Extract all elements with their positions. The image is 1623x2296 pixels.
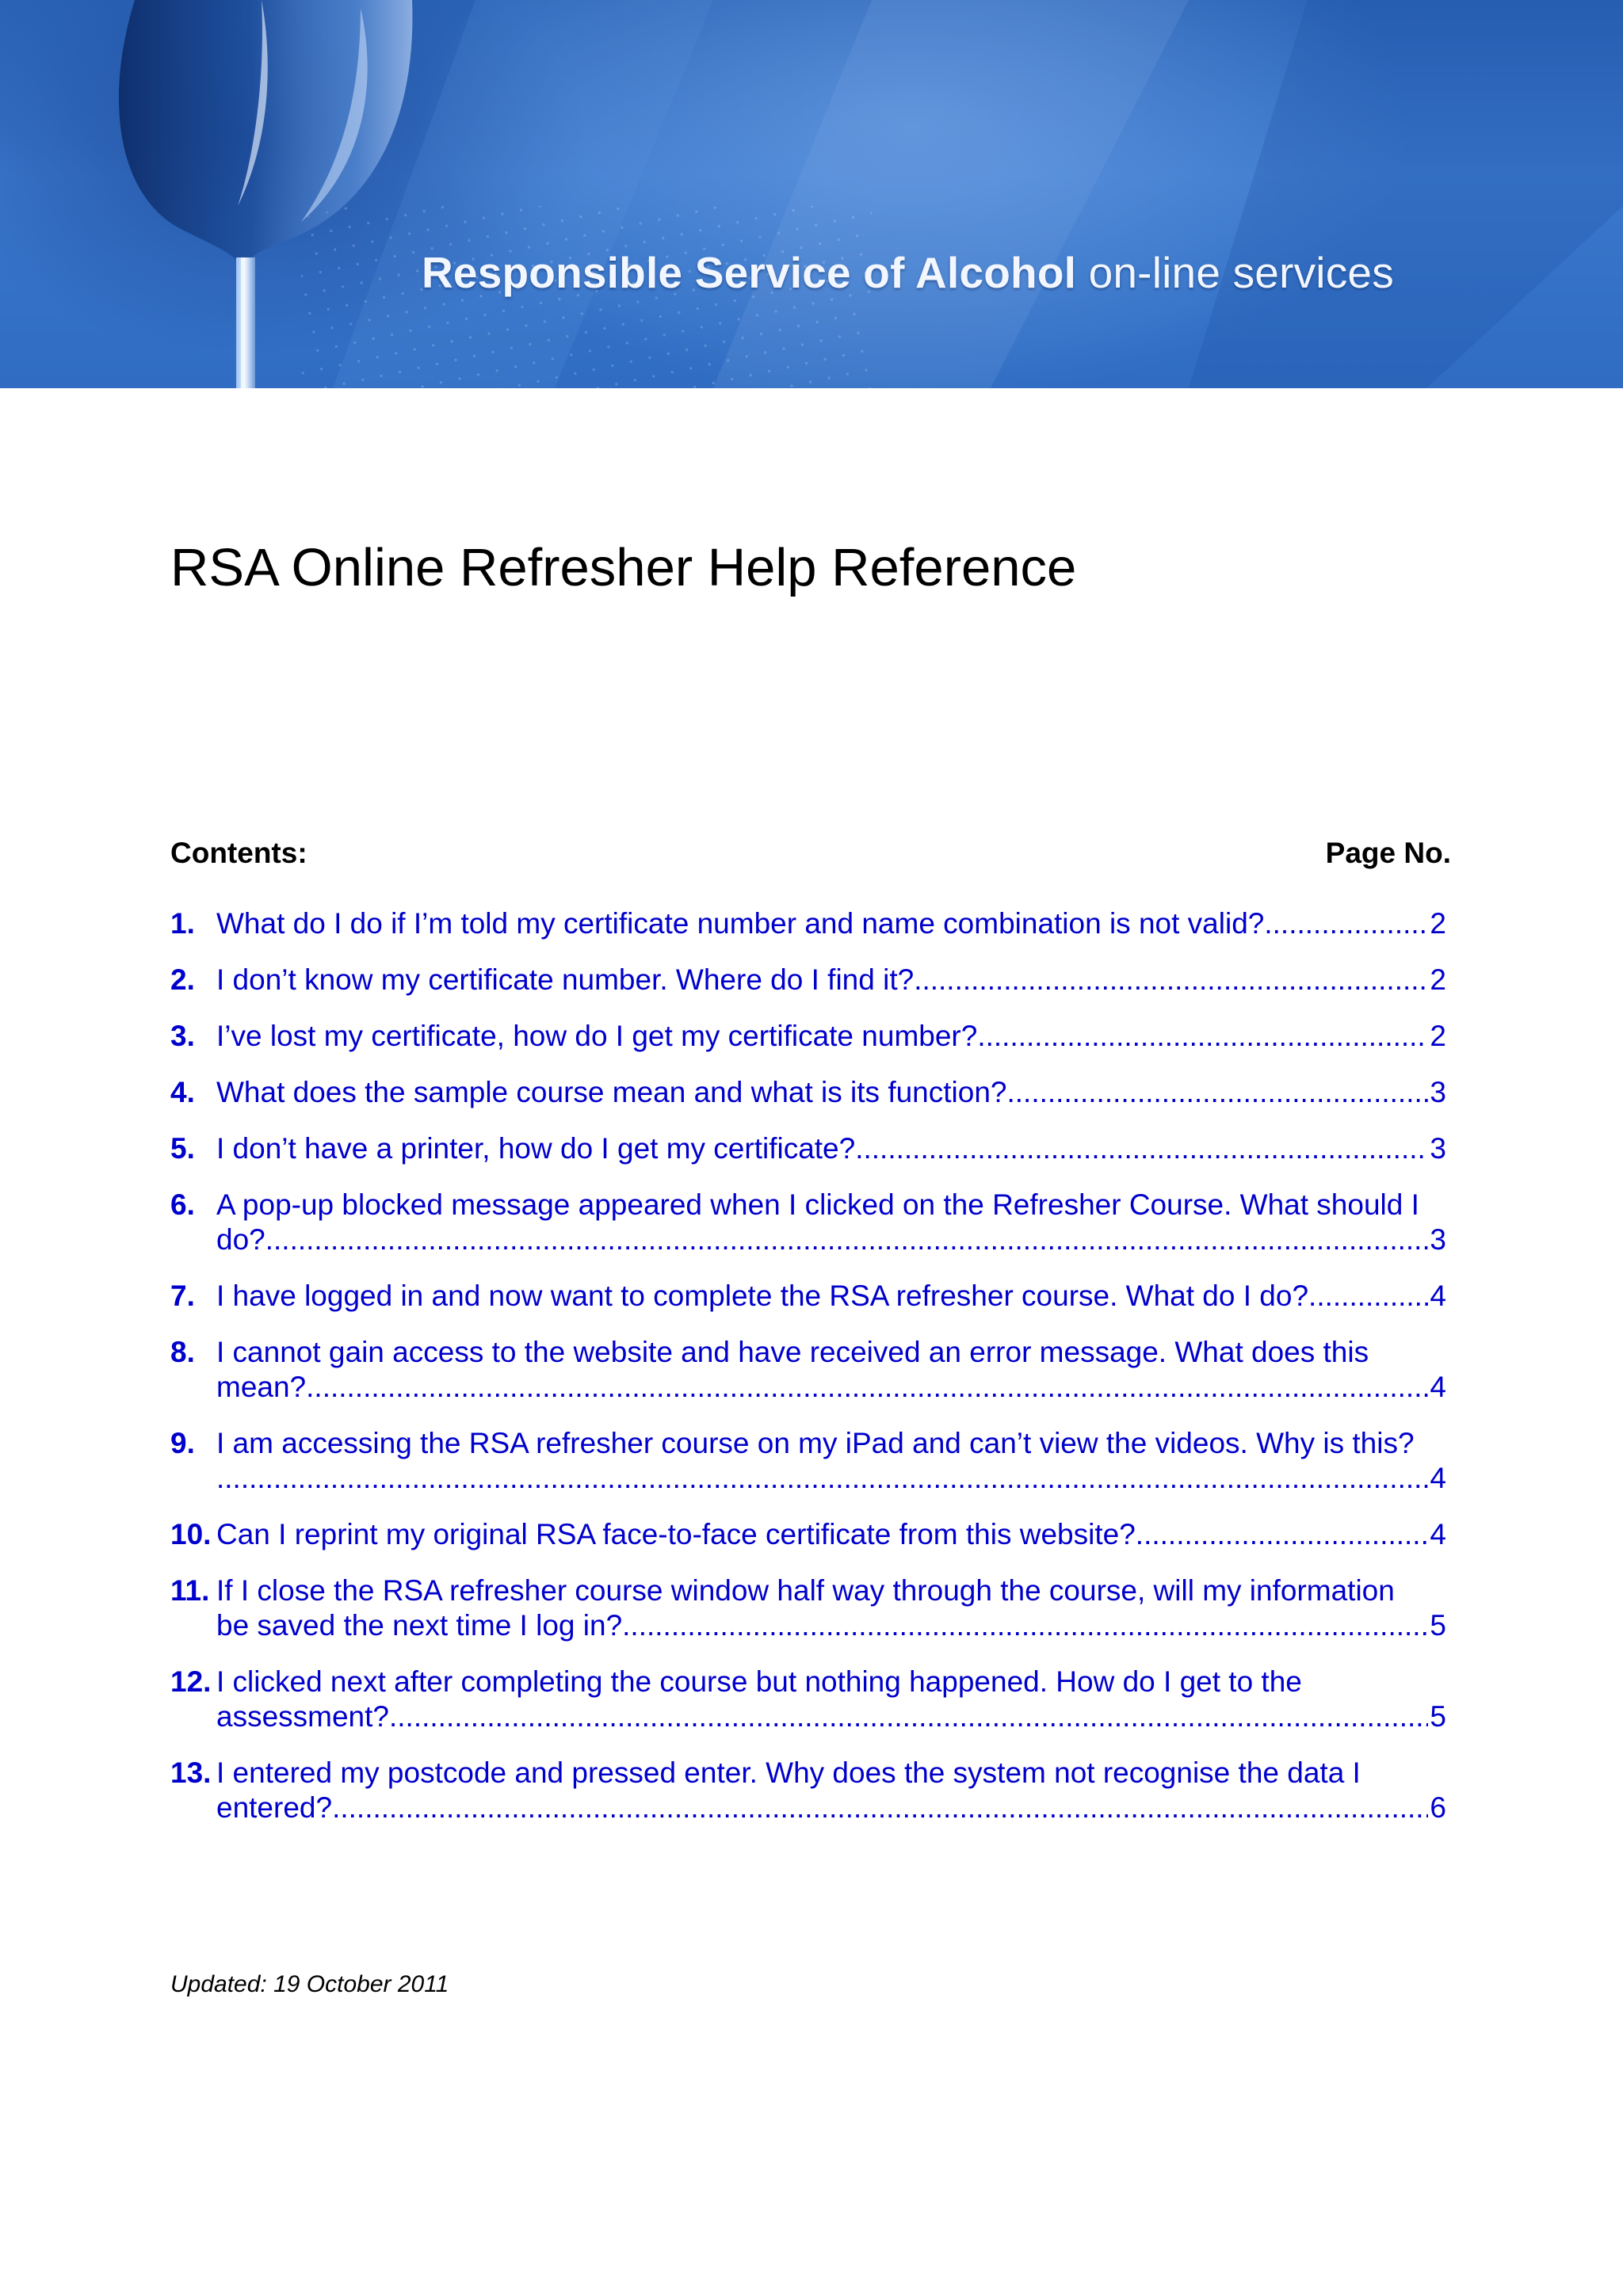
toc-item-body: [216, 1188, 1446, 1257]
toc-dot-leader: [1308, 1279, 1428, 1314]
toc-dot-leader: [977, 1019, 1428, 1054]
toc-link-item[interactable]: [170, 1188, 1446, 1257]
toc-dot-leader: [389, 1699, 1428, 1734]
toc-item-line: [216, 1222, 1446, 1257]
toc-item-text: entered?: [216, 1791, 333, 1824]
toc-page-number: 4: [1430, 1518, 1446, 1550]
toc-item-text-first-line: I clicked next after completing the course but nothing happened. How do I get to the: [216, 1665, 1302, 1698]
toc-item-body: [216, 1573, 1446, 1643]
toc-item-text: Can I reprint my original RSA face-to-face certificate from this website?: [216, 1518, 1136, 1550]
toc-dot-leader: [1006, 1075, 1428, 1110]
toc-item-text-first-line: If I close the RSA refresher course window half way through the course, will my information: [216, 1574, 1395, 1607]
toc-link-item[interactable]: [170, 1573, 1446, 1643]
updated-date: Updated: 19 October 2011: [170, 1971, 449, 1997]
toc-link-item[interactable]: [170, 1426, 1446, 1496]
toc-item-line: [216, 1461, 1446, 1496]
toc-item-line: [216, 1608, 1446, 1643]
toc-item-line: [216, 906, 1446, 941]
toc-item-number: 10.: [170, 1518, 212, 1550]
toc-link-item[interactable]: [170, 1756, 1446, 1825]
page-number-heading: Page No.: [1325, 837, 1451, 869]
toc-dot-leader: [622, 1608, 1428, 1643]
toc-link-item[interactable]: [170, 1019, 1446, 1054]
toc-item-number: 9.: [170, 1427, 195, 1459]
toc-dot-leader: [306, 1370, 1428, 1405]
toc-page-number: 3: [1430, 1076, 1446, 1108]
toc-item-text-first-line: I cannot gain access to the website and have received an error message. What does this: [216, 1336, 1369, 1368]
toc-item-body: [216, 1279, 1446, 1314]
toc-link-item[interactable]: [170, 963, 1446, 997]
toc-item-text: What do I do if I’m told my certificate number and name combination is not valid?: [216, 907, 1265, 940]
toc-item-text: What does the sample course mean and what is its function?: [216, 1076, 1007, 1108]
toc-item-number: 5.: [170, 1132, 195, 1165]
toc-page-number: 3: [1430, 1132, 1446, 1165]
toc-dot-leader: [855, 1131, 1428, 1166]
toc-item-line: [216, 1517, 1446, 1552]
toc-page-number: 3: [1430, 1223, 1446, 1256]
toc-item-text-first-line: I entered my postcode and pressed enter. Why does the system not recognise the data I: [216, 1756, 1361, 1789]
toc-item-line: [216, 1019, 1446, 1054]
toc-item-body: [216, 1665, 1446, 1734]
toc-item-number: 12.: [170, 1665, 212, 1698]
toc-link-item[interactable]: [170, 1335, 1446, 1405]
toc-item-line: [216, 1699, 1446, 1734]
toc-page-number: 2: [1430, 907, 1446, 940]
toc-page-number: 5: [1430, 1609, 1446, 1642]
toc-item-text: I’ve lost my certificate, how do I get my certificate number?: [216, 1020, 978, 1052]
toc-item-text: be saved the next time I log in?: [216, 1609, 623, 1642]
toc-item-line: [216, 1370, 1446, 1405]
contents-header: [170, 837, 1451, 873]
toc-item-number: 1.: [170, 907, 195, 940]
toc-dot-leader: [1136, 1517, 1429, 1552]
toc-item-text: I don’t know my certificate number. Where do I find it?: [216, 963, 915, 996]
toc-item-line: [216, 963, 1446, 997]
toc-page-number: 6: [1430, 1791, 1446, 1824]
toc-item-number: 3.: [170, 1020, 195, 1052]
toc-link-item[interactable]: [170, 1665, 1446, 1734]
toc-page-number: 4: [1430, 1280, 1446, 1312]
page-title: RSA Online Refresher Help Reference: [170, 538, 1077, 597]
toc-item-body: [216, 963, 1446, 997]
contents-heading: Contents:: [170, 837, 307, 869]
banner-title: [422, 247, 1394, 298]
toc-item-text: mean?: [216, 1371, 307, 1403]
toc-dot-leader: [216, 1461, 1428, 1496]
toc-item-text-first-line: A pop-up blocked message appeared when I clicked on the Refresher Course. What should I: [216, 1188, 1419, 1221]
toc-item-body: [216, 1756, 1446, 1825]
toc-item-number: 2.: [170, 963, 195, 996]
toc-page-number: 2: [1430, 1020, 1446, 1052]
toc-link-item[interactable]: [170, 906, 1446, 941]
toc-item-text-first-line: I am accessing the RSA refresher course on my iPad and can’t view the videos. Why is this?: [216, 1427, 1415, 1459]
toc-link-item[interactable]: [170, 1517, 1446, 1552]
toc-item-body: [216, 1075, 1446, 1110]
toc-item-text: I have logged in and now want to complete the RSA refresher course. What do I do?: [216, 1280, 1309, 1312]
toc-item-number: 4.: [170, 1076, 195, 1108]
toc-dot-leader: [914, 963, 1428, 997]
header-banner: [0, 0, 1623, 388]
toc-item-line: [216, 1131, 1446, 1166]
toc-item-body: [216, 906, 1446, 941]
toc-page-number: 2: [1430, 963, 1446, 996]
toc-item-body: [216, 1131, 1446, 1166]
toc-item-text: assessment?: [216, 1700, 389, 1733]
banner-title-light: on-line services: [1076, 248, 1394, 297]
toc-item-body: [216, 1517, 1446, 1552]
toc-link-item[interactable]: [170, 1075, 1446, 1110]
toc-item-number: 6.: [170, 1188, 195, 1221]
toc-item-line: [216, 1075, 1446, 1110]
toc-item-number: 11.: [170, 1574, 210, 1607]
toc-link-item[interactable]: [170, 1131, 1446, 1166]
toc-link-item[interactable]: [170, 1279, 1446, 1314]
toc-item-line: [216, 1791, 1446, 1825]
banner-artwork: [0, 0, 1623, 388]
banner-title-strong: Responsible Service of Alcohol: [422, 248, 1077, 297]
toc-item-text: do?: [216, 1223, 265, 1256]
toc-item-line: [216, 1279, 1446, 1314]
toc-page-number: 4: [1430, 1462, 1446, 1494]
toc-item-body: [216, 1426, 1446, 1496]
toc-page-number: 5: [1430, 1700, 1446, 1733]
toc-dot-leader: [332, 1791, 1428, 1825]
toc-item-body: [216, 1335, 1446, 1405]
toc-item-number: 13.: [170, 1756, 212, 1789]
toc-item-text: I don’t have a printer, how do I get my certificate?: [216, 1132, 856, 1165]
toc-dot-leader: [265, 1222, 1429, 1257]
toc-item-number: 8.: [170, 1336, 195, 1368]
toc-item-body: [216, 1019, 1446, 1054]
toc-dot-leader: [1264, 906, 1428, 941]
table-of-contents: [170, 906, 1446, 1847]
toc-page-number: 4: [1430, 1371, 1446, 1403]
toc-item-number: 7.: [170, 1280, 195, 1312]
